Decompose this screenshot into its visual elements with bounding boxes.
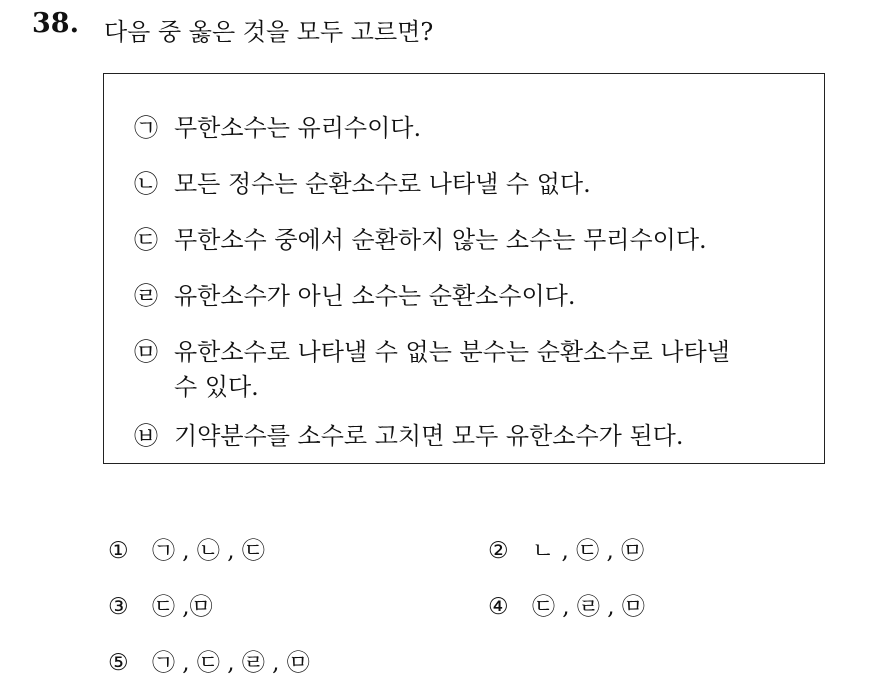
statement-text: 무한소수 중에서 순환하지 않는 소수는 무리수이다.	[174, 226, 707, 254]
choice-text: ㉢ , ㉣ , ㉤	[532, 594, 645, 620]
statement-marker: ㉡	[134, 170, 158, 198]
choice-number: ④	[488, 594, 509, 620]
statement-text: 기약분수를 소수로 고치면 모두 유한소수가 된다.	[174, 422, 684, 450]
choice-4[interactable]	[488, 588, 645, 621]
choice-number: ①	[108, 538, 129, 564]
statement-marker: ㉥	[134, 422, 158, 450]
choice-3[interactable]	[108, 588, 213, 621]
statement-marker: ㉢	[134, 226, 158, 254]
choice-text: ㉠ , ㉢ , ㉣ , ㉤	[152, 650, 310, 676]
question-text: 다음 중 옳은 것을 모두 고르면?	[104, 18, 434, 46]
statement-text: 모든 정수는 순환소수로 나타낼 수 없다.	[174, 170, 591, 198]
statement-5	[134, 334, 730, 404]
statement-marker: ㉤	[134, 338, 158, 366]
choice-number: ⑤	[108, 650, 129, 676]
statement-6	[134, 418, 683, 454]
choice-5[interactable]	[108, 644, 310, 677]
statement-text: 유한소수로 나타낼 수 없는 분수는 순환소수로 나타낼	[174, 338, 730, 366]
statement-text: 무한소수는 유리수이다.	[174, 114, 422, 142]
choice-number: ②	[488, 538, 509, 564]
statement-text: 유한소수가 아닌 소수는 순환소수이다.	[174, 282, 576, 310]
choice-number: ③	[108, 594, 129, 620]
statement-3	[134, 222, 707, 258]
choice-text: ㄴ , ㉢ , ㉤	[532, 538, 645, 564]
statement-1	[134, 110, 421, 146]
statement-marker: ㉠	[134, 114, 158, 142]
choice-2[interactable]	[488, 532, 644, 565]
statement-box	[103, 73, 825, 464]
statement-continuation: 수 있다.	[174, 373, 259, 401]
choice-1[interactable]	[108, 532, 265, 565]
statement-2	[134, 166, 591, 202]
choice-text: ㉢ ,㉤	[152, 594, 213, 620]
choice-text: ㉠ , ㉡ , ㉢	[152, 538, 265, 564]
question-number: 38.	[32, 8, 79, 39]
statement-4	[134, 278, 575, 314]
statement-marker: ㉣	[134, 282, 158, 310]
